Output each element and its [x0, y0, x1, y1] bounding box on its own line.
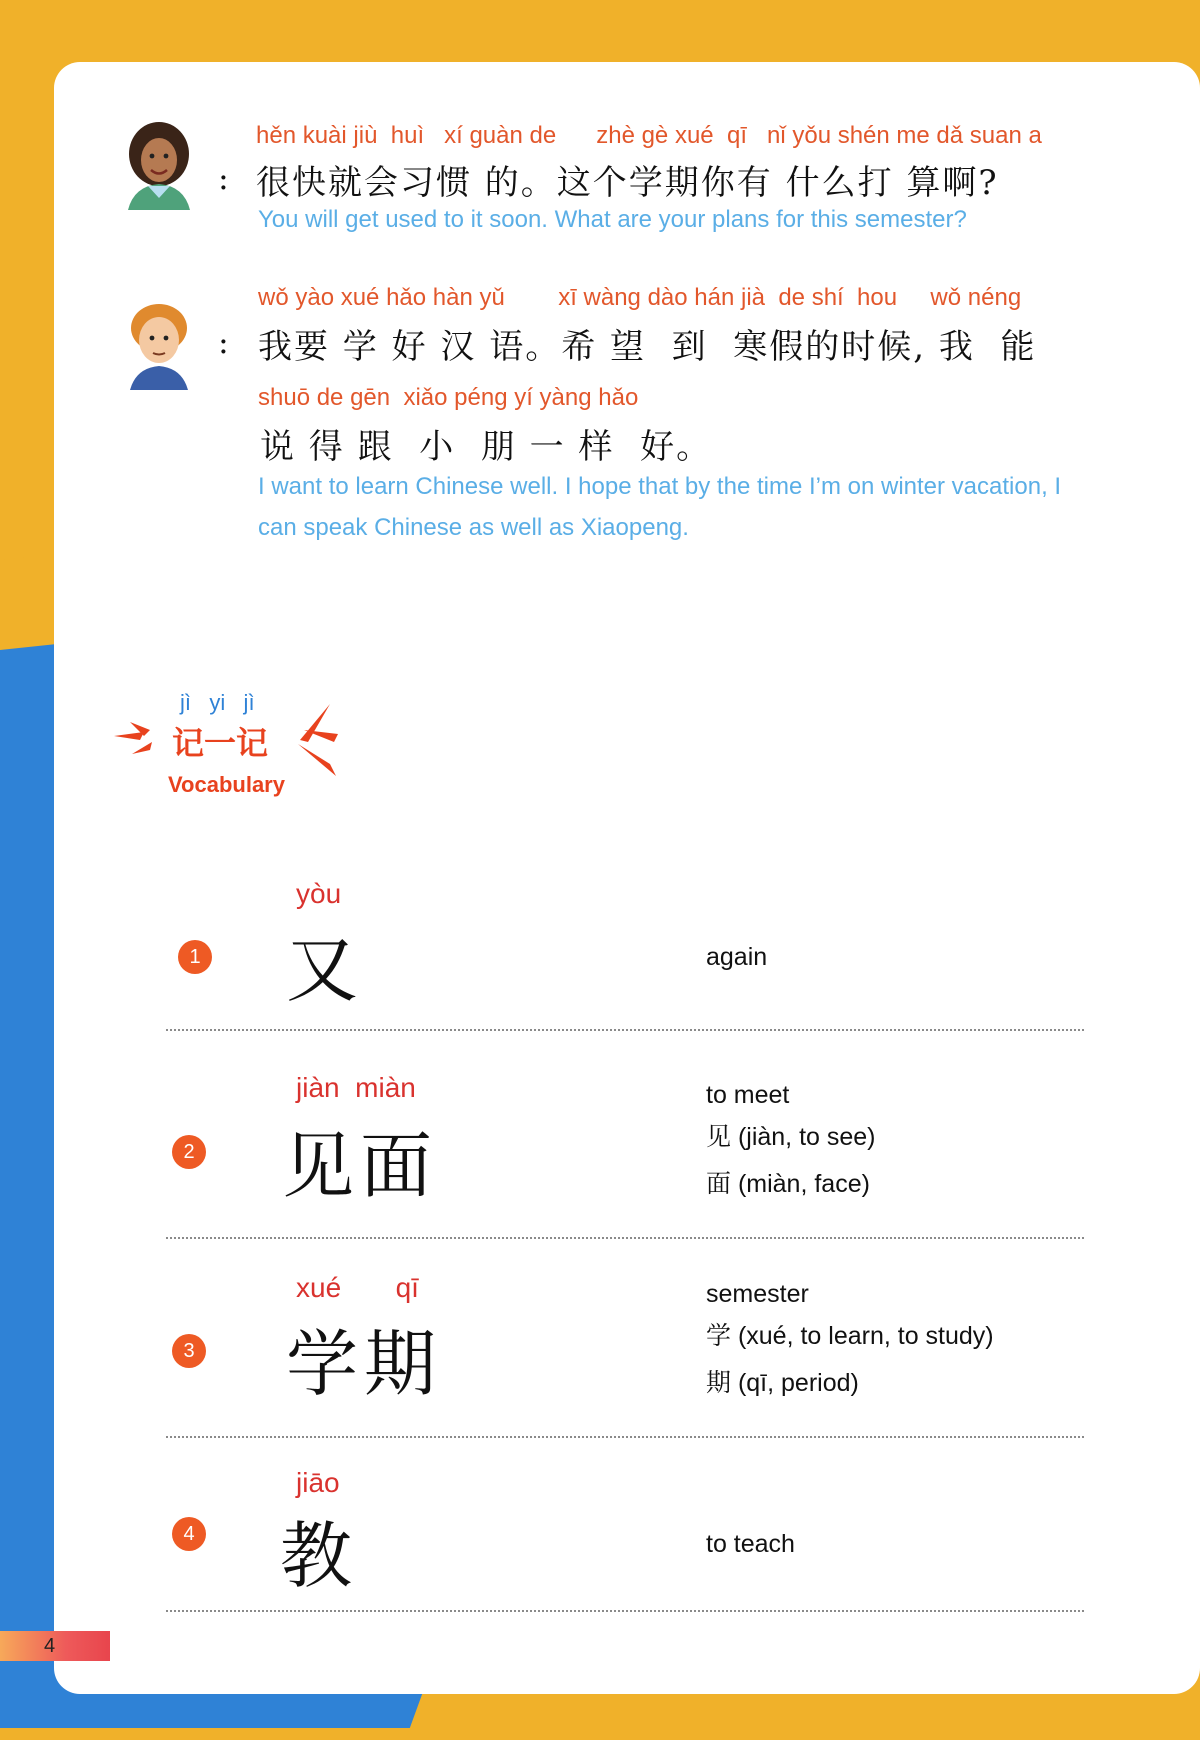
word-number: 4	[172, 1517, 206, 1551]
word-pinyin: jiāo	[296, 1467, 340, 1498]
dialogue-2-english-1: I want to learn Chinese well. I hope that by the time I’m on winter vacation, I	[258, 473, 1062, 500]
word-hanzi: 又	[286, 928, 365, 1012]
vocabulary-hanzi: 记一记	[172, 724, 269, 762]
word-divider	[166, 1237, 1084, 1239]
vocabulary-pinyin: jì yi jì	[180, 690, 255, 715]
word-definition: semester	[706, 1280, 809, 1308]
word-definition: to teach	[706, 1530, 795, 1558]
girl-avatar-icon	[120, 120, 198, 210]
burst-right-icon	[290, 700, 346, 780]
dialogue-2-hanzi-1: 我要 学 好 汉 语。希 望 到 寒假的时候, 我 能	[258, 327, 1037, 367]
word-number: 2	[172, 1135, 206, 1169]
burst-left-icon	[110, 710, 164, 774]
dialogue-colon: :	[218, 159, 229, 197]
dialogue-2-pinyin-2: shuō de gēn xiǎo péng yí yàng hǎo	[258, 384, 639, 411]
word-definition-part: 见 (jiàn, to see)	[706, 1123, 876, 1151]
word-hanzi: 教	[280, 1514, 359, 1598]
dialogue-colon: :	[218, 323, 229, 361]
word-pinyin: xué qī	[296, 1272, 419, 1303]
dialogue-1-english: You will get used to it soon. What are your plans for this semester?	[258, 206, 967, 233]
word-definition-part: 期 (qī, period)	[706, 1369, 859, 1397]
word-divider	[166, 1610, 1084, 1612]
dialogue-2-hanzi-2: 说 得 跟 小 朋 一 样 好。	[260, 427, 713, 467]
page-number: 4	[0, 1631, 110, 1661]
dialogue-2-english-2: can speak Chinese as well as Xiaopeng.	[258, 514, 689, 541]
vocabulary-label: Vocabulary	[168, 772, 285, 797]
page-card	[54, 62, 1200, 1694]
word-hanzi: 学期	[286, 1322, 443, 1406]
word-number: 1	[178, 940, 212, 974]
word-hanzi: 见面	[282, 1124, 439, 1208]
word-pinyin: yòu	[296, 878, 342, 909]
word-divider	[166, 1029, 1084, 1031]
dialogue-2-pinyin-1: wǒ yào xué hǎo hàn yǔ xī wàng dào hán jià de shí hou wǒ néng	[258, 284, 1022, 311]
dialogue-1-pinyin: hěn kuài jiù huì xí guàn de zhè gè xué qī nǐ yǒu shén me dǎ suan a	[256, 122, 1042, 149]
boy-avatar-icon	[120, 300, 198, 390]
word-definition: to meet	[706, 1081, 790, 1109]
word-pinyin: jiàn miàn	[296, 1072, 416, 1103]
word-definition: again	[706, 943, 768, 971]
dialogue-1-hanzi: 很快就会习惯 的。这个学期你有 什么打 算啊?	[256, 163, 999, 203]
word-number: 3	[172, 1334, 206, 1368]
word-divider	[166, 1436, 1084, 1438]
word-definition-part: 面 (miàn, face)	[706, 1170, 870, 1198]
vocabulary-heading	[110, 690, 340, 800]
word-definition-part: 学 (xué, to learn, to study)	[706, 1322, 994, 1350]
